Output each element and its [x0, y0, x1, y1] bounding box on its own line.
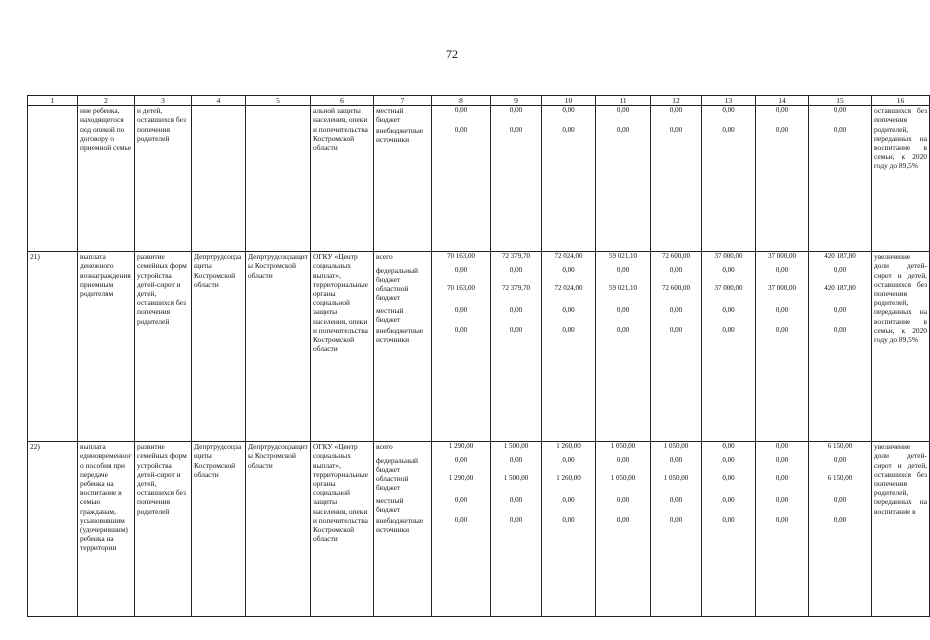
expected-result: оставшихся без попечения родителей, переданных на воспитание в семьи, к 2020 году до 89,5% [872, 106, 930, 252]
header-cell: 15 [809, 96, 872, 106]
amount: 0,00 [722, 306, 735, 315]
amount: 0,00 [509, 306, 523, 315]
table-row [28, 442, 930, 617]
amount: 0,00 [616, 326, 630, 335]
amount: 0,00 [722, 516, 735, 525]
amount: 0,00 [616, 516, 630, 525]
funding-source: всего [376, 442, 393, 452]
responsible-org: Депртрудсоцзащиты Костромской области [192, 442, 246, 617]
header-cell: 8 [432, 96, 491, 106]
amount: 1 290,00 [448, 474, 474, 483]
amount: 70 163,00 [447, 284, 475, 293]
amount: 72 024,00 [554, 252, 583, 261]
amount: 37 000,00 [768, 252, 796, 261]
amount: 0,00 [669, 266, 683, 275]
value-cell [491, 106, 542, 252]
value-cell [596, 252, 651, 442]
co-executor: Депртрудсоцзащиты Костромской области [246, 442, 311, 617]
amount: 0,00 [562, 456, 575, 465]
amount: 1 260,00 [556, 474, 581, 483]
amount: 0,00 [669, 516, 683, 525]
amount: 0,00 [775, 456, 789, 465]
amount: 0,00 [562, 496, 575, 505]
amount: 0,00 [454, 106, 468, 115]
program-table [27, 95, 930, 617]
header-cell: 14 [756, 96, 809, 106]
value-cell [596, 442, 651, 617]
amount: 0,00 [775, 326, 789, 335]
amount: 0,00 [562, 516, 575, 525]
amount: 0,00 [454, 306, 468, 315]
amount: 1 500,00 [503, 474, 529, 483]
amount: 0,00 [722, 326, 735, 335]
amount: 0,00 [616, 496, 630, 505]
amount: 0,00 [669, 106, 683, 115]
amount: 0,00 [833, 326, 847, 335]
value-cell [651, 442, 702, 617]
value-cell [596, 106, 651, 252]
value-cell [702, 442, 756, 617]
amount: 0,00 [562, 326, 575, 335]
value-cell [809, 252, 872, 442]
value-cell [756, 442, 809, 617]
value-cell [432, 442, 491, 617]
header-cell: 10 [542, 96, 596, 106]
funding-source: федеральный бюджет [376, 456, 418, 475]
amount: 1 050,00 [610, 442, 636, 451]
header-cell: 5 [246, 96, 311, 106]
funding-source: внебюджетные источники [376, 326, 424, 345]
amount: 0,00 [833, 266, 847, 275]
header-cell: 6 [311, 96, 374, 106]
amount: 0,00 [775, 474, 789, 483]
amount: 72 024,00 [554, 284, 583, 293]
amount: 0,00 [722, 496, 735, 505]
amount: 6 150,00 [827, 474, 853, 483]
value-cell [432, 252, 491, 442]
row-number: 21) [28, 252, 78, 442]
value-cell [809, 442, 872, 617]
value-cell [702, 106, 756, 252]
header-cell: 13 [702, 96, 756, 106]
value-cell [542, 106, 596, 252]
value-cell [702, 252, 756, 442]
funding-source: внебюджетные источники [376, 126, 424, 145]
amount: 37 000,00 [714, 252, 743, 261]
amount: 72 379,70 [502, 284, 530, 293]
amount: 0,00 [775, 496, 789, 505]
value-cell [651, 252, 702, 442]
amount: 70 163,00 [447, 252, 475, 261]
funding-source: внебюджетные источники [376, 516, 424, 535]
expected-result: увеличение доли детей-сирот и детей, оставшихся без попечения родителей, переданных на воспитание в семьи, к 2020 году до 89,5% [872, 252, 930, 442]
amount: 1 260,00 [556, 442, 581, 451]
amount: 0,00 [509, 266, 523, 275]
row-number: 22) [28, 442, 78, 617]
amount: 0,00 [669, 126, 683, 135]
amount: 0,00 [509, 126, 523, 135]
amount: 0,00 [562, 106, 575, 115]
amount: 0,00 [775, 266, 789, 275]
amount: 420 187,80 [824, 284, 856, 293]
amount: 1 050,00 [610, 474, 636, 483]
amount: 420 187,80 [824, 252, 856, 261]
amount: 0,00 [616, 306, 630, 315]
header-cell: 7 [374, 96, 432, 106]
amount: 0,00 [722, 106, 735, 115]
value-cell [651, 106, 702, 252]
amount: 0,00 [616, 126, 630, 135]
amount: 0,00 [775, 442, 789, 451]
header-cell: 12 [651, 96, 702, 106]
amount: 0,00 [722, 442, 735, 451]
funding-source: областной бюджет [376, 474, 409, 493]
amount: 0,00 [722, 126, 735, 135]
header-cell: 9 [491, 96, 542, 106]
amount: 0,00 [669, 496, 683, 505]
amount: 72 600,00 [662, 252, 690, 261]
executor: ОГКУ «Центр социальных выплат», территориальные органы социальной защиты населения, опеки и попечительства Костромской области [311, 252, 374, 442]
amount: 59 021,10 [609, 284, 637, 293]
amount: 0,00 [454, 266, 468, 275]
amount: 0,00 [454, 456, 468, 465]
amount: 0,00 [562, 126, 575, 135]
funding-source: местный бюджет [376, 106, 404, 125]
amount: 0,00 [722, 474, 735, 483]
funding-source: местный бюджет [376, 306, 404, 325]
amount: 0,00 [833, 126, 847, 135]
amount: 0,00 [833, 516, 847, 525]
amount: 1 500,00 [503, 442, 529, 451]
amount: 0,00 [669, 306, 683, 315]
amount: 0,00 [454, 516, 468, 525]
direction: развитие семейных форм устройства детей-сирот и детей, оставшихся без попечения родителей [135, 442, 192, 617]
amount: 0,00 [833, 456, 847, 465]
amount: 0,00 [509, 106, 523, 115]
executor: альной защиты населения, опеки и попечительства Костромской области [311, 106, 374, 252]
funding-source: федеральный бюджет [376, 266, 418, 285]
header-row [28, 96, 930, 106]
amount: 1 050,00 [663, 474, 689, 483]
value-cell [542, 442, 596, 617]
amount: 0,00 [562, 266, 575, 275]
header-cell: 11 [596, 96, 651, 106]
direction: развитие семейных форм устройства детей-сирот и детей, оставшихся без попечения родителей [135, 252, 192, 442]
funding-sources [374, 106, 432, 252]
page-number: 72 [446, 47, 458, 61]
amount: 1 050,00 [663, 442, 689, 451]
funding-source: местный бюджет [376, 496, 404, 515]
funding-source: всего [376, 252, 393, 262]
amount: 0,00 [833, 496, 847, 505]
value-cell [491, 442, 542, 617]
measure-name: выплата единовременного пособия при передаче ребенка на воспитание в семью гражданам, усыновившим (удочерившим) ребенка на территории [78, 442, 135, 617]
amount: 0,00 [454, 126, 468, 135]
funding-source: областной бюджет [376, 284, 409, 303]
amount: 0,00 [509, 456, 523, 465]
funding-sources [374, 252, 432, 442]
value-cell [809, 106, 872, 252]
amount: 1 290,00 [448, 442, 474, 451]
table-row [28, 252, 930, 442]
amount: 0,00 [722, 266, 735, 275]
co-executor [246, 106, 311, 252]
measure-name: выплата денежного вознаграждения приемным родителям [78, 252, 135, 442]
responsible-org [192, 106, 246, 252]
value-cell [432, 106, 491, 252]
amount: 0,00 [775, 126, 789, 135]
amount: 0,00 [833, 306, 847, 315]
amount: 59 021,10 [609, 252, 637, 261]
expected-result: увеличение доли детей-сирот и детей, оставшихся без попечения родителей, переданных на воспитание в [872, 442, 930, 617]
amount: 0,00 [616, 456, 630, 465]
value-cell [542, 252, 596, 442]
amount: 0,00 [722, 456, 735, 465]
amount: 0,00 [669, 456, 683, 465]
amount: 0,00 [454, 496, 468, 505]
header-cell: 2 [78, 96, 135, 106]
header-cell: 16 [872, 96, 930, 106]
amount: 72 600,00 [662, 284, 690, 293]
responsible-org: Депртрудсоцзащиты Костромской области [192, 252, 246, 442]
amount: 0,00 [775, 306, 789, 315]
amount: 6 150,00 [827, 442, 853, 451]
header-cell: 3 [135, 96, 192, 106]
amount: 0,00 [833, 106, 847, 115]
direction: и детей, оставшихся без попечения родителей [135, 106, 192, 252]
value-cell [756, 106, 809, 252]
value-cell [756, 252, 809, 442]
measure-name: ние ребенка, находящегося под опекой по договору о приемной семье [78, 106, 135, 252]
value-cell [491, 252, 542, 442]
amount: 0,00 [454, 326, 468, 335]
amount: 0,00 [509, 496, 523, 505]
amount: 37 000,00 [768, 284, 796, 293]
executor: ОГКУ «Центр социальных выплат», территориальные органы социальной защиты населения, опеки и попечительства Костромской области [311, 442, 374, 617]
header-cell: 1 [28, 96, 78, 106]
amount: 0,00 [775, 516, 789, 525]
amount: 0,00 [509, 326, 523, 335]
amount: 37 000,00 [714, 284, 743, 293]
amount: 0,00 [509, 516, 523, 525]
co-executor: Депртрудсоцзащиты Костромской области [246, 252, 311, 442]
amount: 0,00 [616, 266, 630, 275]
amount: 0,00 [669, 326, 683, 335]
amount: 0,00 [775, 106, 789, 115]
row-number [28, 106, 78, 252]
amount: 0,00 [562, 306, 575, 315]
amount: 72 379,70 [502, 252, 530, 261]
funding-sources [374, 442, 432, 617]
table-row [28, 106, 930, 252]
header-cell: 4 [192, 96, 246, 106]
amount: 0,00 [616, 106, 630, 115]
